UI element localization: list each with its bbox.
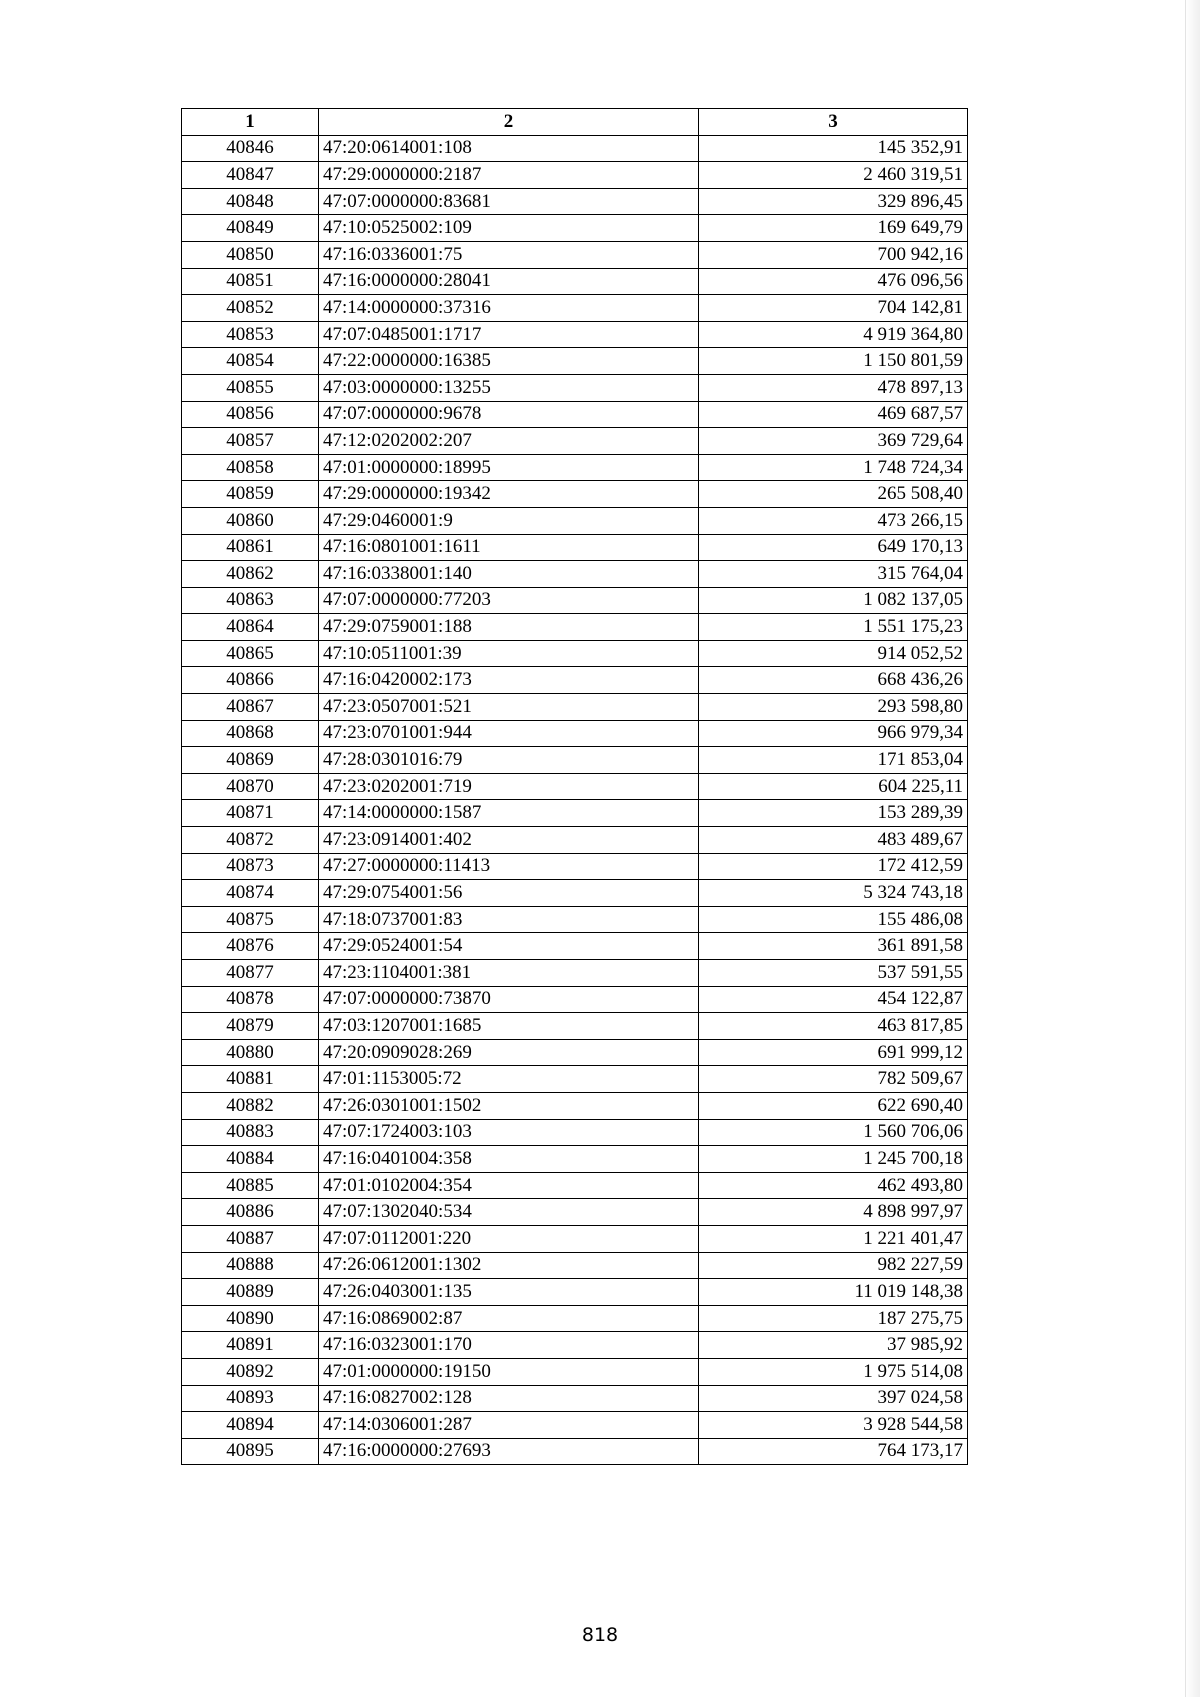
amount-value: 691 999,12	[699, 1039, 968, 1066]
table-row	[182, 428, 968, 455]
row-number: 40890	[182, 1305, 319, 1332]
table-row	[182, 986, 968, 1013]
amount-value: 145 352,91	[699, 135, 968, 162]
table-row	[182, 667, 968, 694]
cadastral-number: 47:03:0000000:13255	[319, 374, 699, 401]
table-row	[182, 1039, 968, 1066]
cadastral-number: 47:16:0338001:140	[319, 561, 699, 588]
cadastral-number: 47:26:0301001:1502	[319, 1092, 699, 1119]
table-row	[182, 1305, 968, 1332]
amount-value: 11 019 148,38	[699, 1279, 968, 1306]
row-number: 40889	[182, 1279, 319, 1306]
cadastral-number: 47:27:0000000:11413	[319, 853, 699, 880]
row-number: 40860	[182, 507, 319, 534]
table-row	[182, 268, 968, 295]
cadastral-number: 47:20:0909028:269	[319, 1039, 699, 1066]
table-row	[182, 348, 968, 375]
column-header-2: 2	[319, 109, 699, 136]
cadastral-number: 47:23:0914001:402	[319, 827, 699, 854]
amount-value: 1 748 724,34	[699, 454, 968, 481]
cadastral-number: 47:10:0525002:109	[319, 215, 699, 242]
amount-value: 171 853,04	[699, 747, 968, 774]
cadastral-number: 47:07:0000000:73870	[319, 986, 699, 1013]
amount-value: 476 096,56	[699, 268, 968, 295]
row-number: 40894	[182, 1412, 319, 1439]
amount-value: 914 052,52	[699, 640, 968, 667]
amount-value: 622 690,40	[699, 1092, 968, 1119]
cadastral-number: 47:16:0869002:87	[319, 1305, 699, 1332]
row-number: 40870	[182, 773, 319, 800]
amount-value: 3 928 544,58	[699, 1412, 968, 1439]
table-row	[182, 507, 968, 534]
row-number: 40885	[182, 1172, 319, 1199]
cadastral-number: 47:12:0202002:207	[319, 428, 699, 455]
cadastral-number: 47:28:0301016:79	[319, 747, 699, 774]
amount-value: 293 598,80	[699, 694, 968, 721]
table-row	[182, 135, 968, 162]
row-number: 40856	[182, 401, 319, 428]
amount-value: 473 266,15	[699, 507, 968, 534]
table-row	[182, 295, 968, 322]
table-row	[182, 747, 968, 774]
cadastral-number: 47:29:0524001:54	[319, 933, 699, 960]
row-number: 40859	[182, 481, 319, 508]
amount-value: 782 509,67	[699, 1066, 968, 1093]
table-row	[182, 906, 968, 933]
row-number: 40878	[182, 986, 319, 1013]
cadastral-number: 47:03:1207001:1685	[319, 1013, 699, 1040]
table-row	[182, 1146, 968, 1173]
cadastral-number: 47:14:0306001:287	[319, 1412, 699, 1439]
amount-value: 604 225,11	[699, 773, 968, 800]
row-number: 40868	[182, 720, 319, 747]
row-number: 40887	[182, 1225, 319, 1252]
amount-value: 1 560 706,06	[699, 1119, 968, 1146]
row-number: 40855	[182, 374, 319, 401]
amount-value: 361 891,58	[699, 933, 968, 960]
row-number: 40858	[182, 454, 319, 481]
table-row	[182, 1225, 968, 1252]
table-header-row	[182, 109, 968, 136]
cadastral-number: 47:16:0827002:128	[319, 1385, 699, 1412]
amount-value: 369 729,64	[699, 428, 968, 455]
amount-value: 454 122,87	[699, 986, 968, 1013]
page-edge	[1185, 0, 1200, 1697]
row-number: 40867	[182, 694, 319, 721]
cadastral-number: 47:23:0202001:719	[319, 773, 699, 800]
amount-value: 537 591,55	[699, 960, 968, 987]
table-row	[182, 694, 968, 721]
amount-value: 478 897,13	[699, 374, 968, 401]
cadastral-number: 47:16:0323001:170	[319, 1332, 699, 1359]
row-number: 40850	[182, 241, 319, 268]
amount-value: 1 245 700,18	[699, 1146, 968, 1173]
cadastral-number: 47:29:0754001:56	[319, 880, 699, 907]
table-row	[182, 1119, 968, 1146]
cadastral-number: 47:16:0420002:173	[319, 667, 699, 694]
amount-value: 187 275,75	[699, 1305, 968, 1332]
table-row	[182, 827, 968, 854]
amount-value: 2 460 319,51	[699, 162, 968, 189]
row-number: 40880	[182, 1039, 319, 1066]
cadastral-number: 47:16:0000000:28041	[319, 268, 699, 295]
cadastral-number: 47:29:0759001:188	[319, 614, 699, 641]
column-header-3: 3	[699, 109, 968, 136]
row-number: 40877	[182, 960, 319, 987]
amount-value: 1 551 175,23	[699, 614, 968, 641]
row-number: 40895	[182, 1438, 319, 1465]
amount-value: 463 817,85	[699, 1013, 968, 1040]
amount-value: 462 493,80	[699, 1172, 968, 1199]
amount-value: 265 508,40	[699, 481, 968, 508]
cadastral-number: 47:16:0401004:358	[319, 1146, 699, 1173]
table-row	[182, 1066, 968, 1093]
amount-value: 982 227,59	[699, 1252, 968, 1279]
amount-value: 153 289,39	[699, 800, 968, 827]
cadastral-number: 47:01:0000000:19150	[319, 1358, 699, 1385]
row-number: 40863	[182, 587, 319, 614]
table-row	[182, 587, 968, 614]
row-number: 40848	[182, 188, 319, 215]
cadastral-number: 47:16:0000000:27693	[319, 1438, 699, 1465]
table-row	[182, 853, 968, 880]
cadastral-number: 47:20:0614001:108	[319, 135, 699, 162]
row-number: 40861	[182, 534, 319, 561]
table-row	[182, 561, 968, 588]
row-number: 40893	[182, 1385, 319, 1412]
table-row	[182, 1358, 968, 1385]
table-row	[182, 534, 968, 561]
row-number: 40869	[182, 747, 319, 774]
table-row	[182, 1385, 968, 1412]
cadastral-number: 47:01:0102004:354	[319, 1172, 699, 1199]
amount-value: 1 150 801,59	[699, 348, 968, 375]
table-row	[182, 720, 968, 747]
row-number: 40862	[182, 561, 319, 588]
row-number: 40891	[182, 1332, 319, 1359]
table-row	[182, 1438, 968, 1465]
amount-value: 37 985,92	[699, 1332, 968, 1359]
page-number: 818	[581, 1624, 619, 1646]
amount-value: 764 173,17	[699, 1438, 968, 1465]
row-number: 40852	[182, 295, 319, 322]
amount-value: 4 919 364,80	[699, 321, 968, 348]
table-body	[182, 135, 968, 1465]
table-row	[182, 454, 968, 481]
cadastral-number: 47:29:0460001:9	[319, 507, 699, 534]
amount-value: 169 649,79	[699, 215, 968, 242]
row-number: 40866	[182, 667, 319, 694]
amount-value: 329 896,45	[699, 188, 968, 215]
cadastral-number: 47:16:0336001:75	[319, 241, 699, 268]
row-number: 40857	[182, 428, 319, 455]
amount-value: 1 082 137,05	[699, 587, 968, 614]
cadastral-number: 47:22:0000000:16385	[319, 348, 699, 375]
row-number: 40883	[182, 1119, 319, 1146]
table-row	[182, 1279, 968, 1306]
cadastral-number: 47:07:0000000:77203	[319, 587, 699, 614]
table-row	[182, 1412, 968, 1439]
cadastral-number: 47:23:1104001:381	[319, 960, 699, 987]
row-number: 40854	[182, 348, 319, 375]
row-number: 40851	[182, 268, 319, 295]
cadastral-number: 47:16:0801001:1611	[319, 534, 699, 561]
row-number: 40892	[182, 1358, 319, 1385]
amount-value: 5 324 743,18	[699, 880, 968, 907]
cadastral-number: 47:26:0612001:1302	[319, 1252, 699, 1279]
cadastral-number: 47:26:0403001:135	[319, 1279, 699, 1306]
row-number: 40884	[182, 1146, 319, 1173]
amount-value: 966 979,34	[699, 720, 968, 747]
table-row	[182, 1172, 968, 1199]
row-number: 40881	[182, 1066, 319, 1093]
row-number: 40853	[182, 321, 319, 348]
table-row	[182, 1252, 968, 1279]
row-number: 40882	[182, 1092, 319, 1119]
cadastral-number: 47:18:0737001:83	[319, 906, 699, 933]
row-number: 40864	[182, 614, 319, 641]
row-number: 40876	[182, 933, 319, 960]
cadastral-number: 47:14:0000000:37316	[319, 295, 699, 322]
amount-value: 483 489,67	[699, 827, 968, 854]
amount-value: 1 975 514,08	[699, 1358, 968, 1385]
cadastral-number: 47:23:0701001:944	[319, 720, 699, 747]
cadastral-number: 47:01:0000000:18995	[319, 454, 699, 481]
amount-value: 469 687,57	[699, 401, 968, 428]
table-row	[182, 614, 968, 641]
row-number: 40849	[182, 215, 319, 242]
table-row	[182, 1092, 968, 1119]
table-row	[182, 800, 968, 827]
row-number: 40874	[182, 880, 319, 907]
row-number: 40871	[182, 800, 319, 827]
table-row	[182, 1332, 968, 1359]
cadastral-number: 47:29:0000000:2187	[319, 162, 699, 189]
table-row	[182, 162, 968, 189]
cadastral-number: 47:07:0000000:83681	[319, 188, 699, 215]
table-row	[182, 640, 968, 667]
row-number: 40846	[182, 135, 319, 162]
cadastral-number: 47:07:1724003:103	[319, 1119, 699, 1146]
table-row	[182, 1013, 968, 1040]
table-row	[182, 1199, 968, 1226]
amount-value: 704 142,81	[699, 295, 968, 322]
amount-value: 4 898 997,97	[699, 1199, 968, 1226]
amount-value: 172 412,59	[699, 853, 968, 880]
cadastral-number: 47:10:0511001:39	[319, 640, 699, 667]
row-number: 40847	[182, 162, 319, 189]
table-row	[182, 773, 968, 800]
row-number: 40879	[182, 1013, 319, 1040]
table-row	[182, 880, 968, 907]
amount-value: 700 942,16	[699, 241, 968, 268]
table-row	[182, 188, 968, 215]
amount-value: 668 436,26	[699, 667, 968, 694]
row-number: 40888	[182, 1252, 319, 1279]
amount-value: 1 221 401,47	[699, 1225, 968, 1252]
data-table	[181, 108, 968, 1465]
row-number: 40875	[182, 906, 319, 933]
row-number: 40872	[182, 827, 319, 854]
amount-value: 155 486,08	[699, 906, 968, 933]
cadastral-number: 47:07:0485001:1717	[319, 321, 699, 348]
cadastral-number: 47:23:0507001:521	[319, 694, 699, 721]
column-header-1: 1	[182, 109, 319, 136]
row-number: 40873	[182, 853, 319, 880]
cadastral-number: 47:07:1302040:534	[319, 1199, 699, 1226]
cadastral-number: 47:14:0000000:1587	[319, 800, 699, 827]
cadastral-number: 47:07:0000000:9678	[319, 401, 699, 428]
amount-value: 315 764,04	[699, 561, 968, 588]
amount-value: 397 024,58	[699, 1385, 968, 1412]
table-row	[182, 401, 968, 428]
table-row	[182, 933, 968, 960]
table-row	[182, 960, 968, 987]
cadastral-number: 47:01:1153005:72	[319, 1066, 699, 1093]
table-row	[182, 215, 968, 242]
amount-value: 649 170,13	[699, 534, 968, 561]
row-number: 40865	[182, 640, 319, 667]
table-row	[182, 481, 968, 508]
table-row	[182, 374, 968, 401]
table-row	[182, 321, 968, 348]
row-number: 40886	[182, 1199, 319, 1226]
cadastral-number: 47:07:0112001:220	[319, 1225, 699, 1252]
table-row	[182, 241, 968, 268]
cadastral-number: 47:29:0000000:19342	[319, 481, 699, 508]
